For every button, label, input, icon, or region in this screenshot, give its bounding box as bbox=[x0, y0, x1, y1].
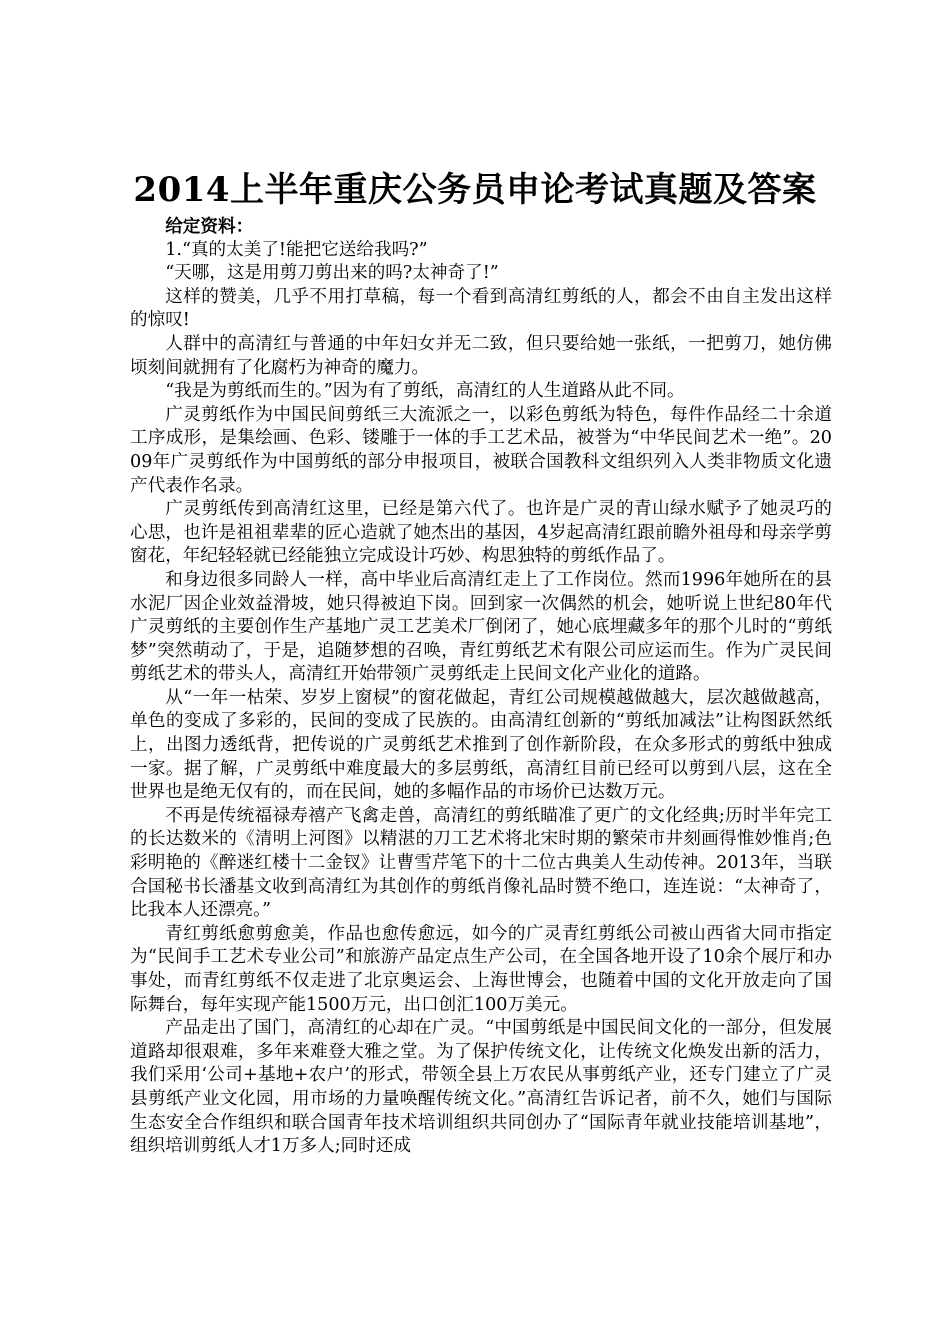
paragraph: 1.“真的太美了!能把它送给我吗?” bbox=[165, 239, 428, 260]
section-label: 给定资料： bbox=[165, 216, 254, 237]
document-body bbox=[130, 215, 832, 1159]
paragraph: 和身边很多同龄人一样，高中毕业后高清红走上了工作岗位。然而1996年她所在的县水泥厂因企业效益滑坡，她只得被迫下岗。回到家一次偶然的机会，她听说上世纪80年代广灵剪纸的主要创作生产基地广灵工艺美术厂倒闭了，她心底埋藏多年的那个儿时的“剪纸梦”突然萌动了，于是，追随梦想的召唤，青红剪纸艺术有限公司应运而生。作为广灵民间剪纸艺术的带头人，高清红开始带领广灵剪纸走上民间文化产业化的道路。 bbox=[130, 569, 832, 685]
paragraph: 广灵剪纸传到高清红这里，已经是第六代了。也许是广灵的青山绿水赋予了她灵巧的心思，也许是祖祖辈辈的匠心造就了她杰出的基因，4岁起高清红跟前瞻外祖母和母亲学剪窗花，年纪轻轻就已经能独立完成设计巧妙、构思独特的剪纸作品了。 bbox=[130, 499, 832, 567]
paragraph: 不再是传统福禄寿禧产飞禽走兽，高清红的剪纸瞄准了更广的文化经典;历时半年完工的长达数米的《清明上河图》以精湛的刀工艺术将北宋时期的繁荣市井刻画得惟妙惟肖;色彩明艳的《醉迷红楼十二金钗》让曹雪芹笔下的十二位古典美人生动传神。2013年，当联合国秘书长潘基文收到高清红为其创作的剪纸肖像礼品时赞不绝口，连连说：“太神奇了，比我本人还漂亮。” bbox=[130, 805, 832, 921]
paragraph: 青红剪纸愈剪愈美，作品也愈传愈远，如今的广灵青红剪纸公司被山西省大同市指定为“民间手工艺术专业公司”和旅游产品定点生产公司，在全国各地开设了10余个展厅和办事处，而青红剪纸不仅走进了北京奥运会、上海世博会，也随着中国的文化开放走向了国际舞台，每年实现产能1500万元，出口创汇100万美元。 bbox=[130, 923, 832, 1015]
paragraph: 产品走出了国门，高清红的心却在广灵。“中国剪纸是中国民间文化的一部分，但发展道路却很艰难，多年来难登大雅之堂。为了保护传统文化，让传统文化焕发出新的活力，我们采用‘公司+基地+农户’的形式，带领全县上万农民从事剪纸产业，还专门建立了广灵县剪纸产业文化园，用市场的力量唤醒传统文化。”高清红告诉记者，前不久，她们与国际生态安全合作组织和联合国青年技术培训组织共同创办了“国际青年就业技能培训基地”，组织培训剪纸人才1万多人;同时还成 bbox=[130, 1018, 832, 1157]
paragraph: “天哪，这是用剪刀剪出来的吗?太神奇了!” bbox=[165, 263, 499, 284]
paragraph: 这样的赞美，几乎不用打草稿，每一个看到高清红剪纸的人，都会不由自主发出这样的惊叹! bbox=[130, 286, 832, 331]
paragraph: “我是为剪纸而生的。”因为有了剪纸，高清红的人生道路从此不同。 bbox=[165, 381, 685, 402]
paragraph: 人群中的高清红与普通的中年妇女并无二致，但只要给她一张纸，一把剪刀，她仿佛顷刻间就拥有了化腐朽为神奇的魔力。 bbox=[130, 333, 832, 378]
paragraph: 广灵剪纸作为中国民间剪纸三大流派之一，以彩色剪纸为特色，每件作品经二十余道工序成形，是集绘画、色彩、镂雕于一体的手工艺术品，被誉为“中华民间艺术一绝”。2009年广灵剪纸作为中国剪纸的部分申报项目，被联合国教科文组织列入人类非物质文化遗产代表作名录。 bbox=[130, 404, 832, 496]
paragraph: 从“一年一枯荣、岁岁上窗棂”的窗花做起，青红公司规模越做越大，层次越做越高，单色的变成了多彩的，民间的变成了民族的。由高清红创新的“剪纸加减法”让构图跃然纸上，出图力透纸背，把传说的广灵剪纸艺术推到了创作新阶段，在众多形式的剪纸中独成一家。据了解，广灵剪纸中难度最大的多层剪纸，高清红目前已经可以剪到八层，这在全世界也是绝无仅有的，而在民间，她的多幅作品的市场价已达数万元。 bbox=[130, 687, 832, 803]
document-title: 2014上半年重庆公务员申论考试真题及答案 bbox=[133, 170, 817, 210]
